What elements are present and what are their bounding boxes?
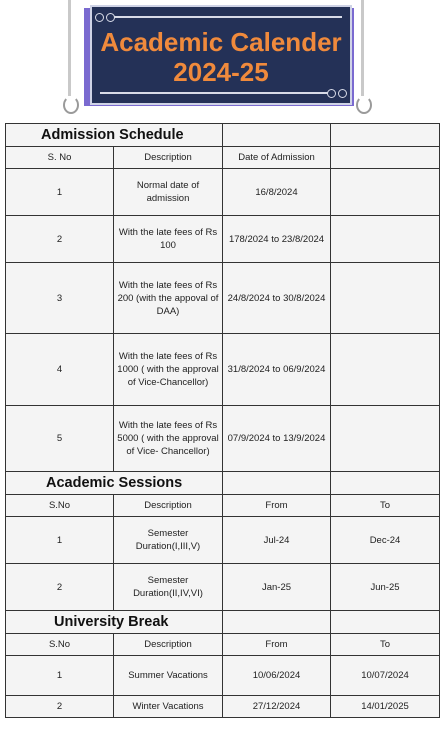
column-header: Description xyxy=(114,147,223,169)
table-header-row xyxy=(6,147,440,169)
hook-icon xyxy=(63,96,79,114)
table-row xyxy=(6,406,440,472)
column-header: S. No xyxy=(6,147,114,169)
section-row xyxy=(6,124,440,147)
empty-cell xyxy=(331,472,440,495)
empty-cell xyxy=(331,263,440,334)
row-description: Normal date of admission xyxy=(114,169,223,216)
row-date: 07/9/2024 to 13/9/2024 xyxy=(223,406,331,472)
table-row xyxy=(6,517,440,564)
table-row xyxy=(6,564,440,611)
row-number: 4 xyxy=(6,334,114,406)
section-title-sessions: Academic Sessions xyxy=(6,472,223,495)
column-header: S.No xyxy=(6,495,114,517)
hanging-rope-left xyxy=(68,0,71,96)
section-row xyxy=(6,472,440,495)
row-number: 3 xyxy=(6,263,114,334)
empty-cell xyxy=(331,334,440,406)
column-header xyxy=(331,147,440,169)
section-title-break: University Break xyxy=(6,611,223,634)
row-number: 2 xyxy=(6,216,114,263)
column-header: Description xyxy=(114,634,223,656)
row-number: 5 xyxy=(6,406,114,472)
column-header: Description xyxy=(114,495,223,517)
hook-icon xyxy=(356,96,372,114)
row-from: Jul-24 xyxy=(223,517,331,564)
page-subtitle-year: 2024-25 xyxy=(173,57,269,87)
row-description: Semester Duration(II,IV,VI) xyxy=(114,564,223,611)
row-from: Jan-25 xyxy=(223,564,331,611)
row-date: 16/8/2024 xyxy=(223,169,331,216)
table-row xyxy=(6,696,440,718)
row-number: 2 xyxy=(6,564,114,611)
column-header: Date of Admission xyxy=(223,147,331,169)
decorative-dots-icon xyxy=(327,89,347,98)
section-row xyxy=(6,611,440,634)
row-date: 31/8/2024 to 06/9/2024 xyxy=(223,334,331,406)
row-description: With the late fees of Rs 100 xyxy=(114,216,223,263)
hanging-rope-right xyxy=(361,0,364,96)
row-number: 1 xyxy=(6,169,114,216)
row-description: Summer Vacations xyxy=(114,656,223,696)
table-row xyxy=(6,334,440,406)
row-to: Dec-24 xyxy=(331,517,440,564)
row-to: Jun-25 xyxy=(331,564,440,611)
table-row xyxy=(6,656,440,696)
board-divider-top xyxy=(112,16,342,18)
board-divider-bottom xyxy=(100,92,330,94)
row-description: Semester Duration(I,III,V) xyxy=(114,517,223,564)
column-header: To xyxy=(331,634,440,656)
table-row xyxy=(6,169,440,216)
table-header-row xyxy=(6,495,440,517)
row-description: With the late fees of Rs 200 (with the appoval of DAA) xyxy=(114,263,223,334)
empty-cell xyxy=(331,124,440,147)
empty-cell xyxy=(223,611,331,634)
empty-cell xyxy=(331,169,440,216)
table-header-row xyxy=(6,634,440,656)
calendar-table xyxy=(5,123,440,718)
table-row xyxy=(6,263,440,334)
row-to: 10/07/2024 xyxy=(331,656,440,696)
row-to: 14/01/2025 xyxy=(331,696,440,718)
empty-cell xyxy=(331,406,440,472)
row-number: 1 xyxy=(6,656,114,696)
page-title: Academic Calender xyxy=(100,27,342,57)
empty-cell xyxy=(223,124,331,147)
row-description: With the late fees of Rs 1000 ( with the approval of Vice-Chancellor) xyxy=(114,334,223,406)
empty-cell xyxy=(223,472,331,495)
table-row xyxy=(6,216,440,263)
section-title-admission: Admission Schedule xyxy=(6,124,223,147)
row-number: 2 xyxy=(6,696,114,718)
column-header: S.No xyxy=(6,634,114,656)
row-description: Winter Vacations xyxy=(114,696,223,718)
title-banner xyxy=(0,0,442,120)
row-date: 178/2024 to 23/8/2024 xyxy=(223,216,331,263)
decorative-dots-icon xyxy=(95,13,115,22)
empty-cell xyxy=(331,611,440,634)
column-header: From xyxy=(223,495,331,517)
empty-cell xyxy=(331,216,440,263)
column-header: To xyxy=(331,495,440,517)
row-description: With the late fees of Rs 5000 ( with the approval of Vice- Chancellor) xyxy=(114,406,223,472)
row-date: 24/8/2024 to 30/8/2024 xyxy=(223,263,331,334)
row-number: 1 xyxy=(6,517,114,564)
row-from: 10/06/2024 xyxy=(223,656,331,696)
title-board xyxy=(90,5,352,105)
row-from: 27/12/2024 xyxy=(223,696,331,718)
column-header: From xyxy=(223,634,331,656)
